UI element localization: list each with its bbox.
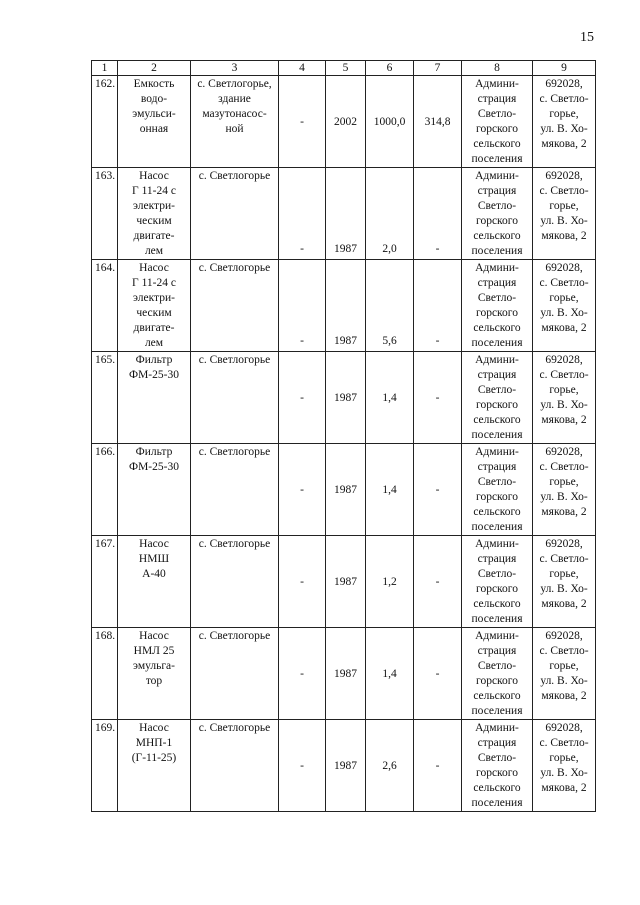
table-row xyxy=(92,720,596,812)
column-7-value: - xyxy=(414,444,462,536)
owner-address: 692028, с. Светло- горье, ул. В. Хо- мякова, 2 xyxy=(533,720,596,812)
object-name: Насос НМШ А-40 xyxy=(118,536,191,628)
row-number: 167. xyxy=(92,536,118,628)
owner-address: 692028, с. Светло- горье, ул. В. Хо- мякова, 2 xyxy=(533,628,596,720)
year-value: 1987 xyxy=(326,260,366,352)
row-number: 163. xyxy=(92,168,118,260)
row-number: 162. xyxy=(92,76,118,168)
year-value: 1987 xyxy=(326,536,366,628)
column-6-value: 1,4 xyxy=(366,628,414,720)
column-4-value: - xyxy=(279,720,326,812)
column-7-value: - xyxy=(414,628,462,720)
column-7-value: - xyxy=(414,352,462,444)
column-header: 5 xyxy=(326,61,366,76)
column-header: 8 xyxy=(462,61,533,76)
owner-name: Админи- страция Светло- горского сельского поселения xyxy=(462,168,533,260)
table-row xyxy=(92,168,596,260)
owner-address: 692028, с. Светло- горье, ул. В. Хо- мякова, 2 xyxy=(533,352,596,444)
column-4-value: - xyxy=(279,444,326,536)
owner-name: Админи- страция Светло- горского сельского поселения xyxy=(462,720,533,812)
object-location: с. Светлогорье xyxy=(191,628,279,720)
table-row xyxy=(92,352,596,444)
column-6-value: 2,6 xyxy=(366,720,414,812)
year-value: 1987 xyxy=(326,628,366,720)
object-name: Насос Г 11-24 с электри- ческим двигате- лем xyxy=(118,260,191,352)
column-4-value: - xyxy=(279,628,326,720)
column-4-value: - xyxy=(279,260,326,352)
owner-name: Админи- страция Светло- горского сельского поселения xyxy=(462,628,533,720)
object-name: Фильтр ФМ-25-30 xyxy=(118,444,191,536)
column-7-value: - xyxy=(414,536,462,628)
year-value: 1987 xyxy=(326,444,366,536)
column-4-value: - xyxy=(279,352,326,444)
object-name: Насос МНП-1 (Г-11-25) xyxy=(118,720,191,812)
column-header: 3 xyxy=(191,61,279,76)
object-name: Фильтр ФМ-25-30 xyxy=(118,352,191,444)
row-number: 168. xyxy=(92,628,118,720)
column-6-value: 1,2 xyxy=(366,536,414,628)
owner-name: Админи- страция Светло- горского сельского поселения xyxy=(462,536,533,628)
row-number: 166. xyxy=(92,444,118,536)
column-7-value: - xyxy=(414,168,462,260)
row-number: 165. xyxy=(92,352,118,444)
column-7-value: 314,8 xyxy=(414,76,462,168)
page-number: 15 xyxy=(580,30,594,45)
column-header: 2 xyxy=(118,61,191,76)
column-7-value: - xyxy=(414,260,462,352)
column-header: 6 xyxy=(366,61,414,76)
owner-address: 692028, с. Светло- горье, ул. В. Хо- мякова, 2 xyxy=(533,260,596,352)
object-name: Насос НМЛ 25 эмульга- тор xyxy=(118,628,191,720)
object-location: с. Светлогорье xyxy=(191,720,279,812)
owner-name: Админи- страция Светло- горского сельского поселения xyxy=(462,444,533,536)
property-table xyxy=(91,60,596,812)
owner-name: Админи- страция Светло- горского сельского поселения xyxy=(462,260,533,352)
object-location: с. Светлогорье xyxy=(191,536,279,628)
column-header: 7 xyxy=(414,61,462,76)
row-number: 169. xyxy=(92,720,118,812)
column-6-value: 1000,0 xyxy=(366,76,414,168)
object-location: с. Светлогорье, здание мазутонасос- ной xyxy=(191,76,279,168)
object-location: с. Светлогорье xyxy=(191,352,279,444)
column-6-value: 1,4 xyxy=(366,444,414,536)
column-header: 1 xyxy=(92,61,118,76)
column-4-value: - xyxy=(279,76,326,168)
year-value: 1987 xyxy=(326,352,366,444)
owner-name: Админи- страция Светло- горского сельского поселения xyxy=(462,76,533,168)
column-7-value: - xyxy=(414,720,462,812)
table-header-row xyxy=(92,61,596,76)
object-location: с. Светлогорье xyxy=(191,260,279,352)
column-header: 9 xyxy=(533,61,596,76)
table-row xyxy=(92,260,596,352)
year-value: 1987 xyxy=(326,168,366,260)
owner-name: Админи- страция Светло- горского сельского поселения xyxy=(462,352,533,444)
table-row xyxy=(92,536,596,628)
object-name: Емкость водо- эмульси- онная xyxy=(118,76,191,168)
year-value: 2002 xyxy=(326,76,366,168)
table-row xyxy=(92,628,596,720)
owner-address: 692028, с. Светло- горье, ул. В. Хо- мякова, 2 xyxy=(533,444,596,536)
column-6-value: 2,0 xyxy=(366,168,414,260)
table-row xyxy=(92,444,596,536)
owner-address: 692028, с. Светло- горье, ул. В. Хо- мякова, 2 xyxy=(533,536,596,628)
column-4-value: - xyxy=(279,168,326,260)
owner-address: 692028, с. Светло- горье, ул. В. Хо- мякова, 2 xyxy=(533,76,596,168)
object-location: с. Светлогорье xyxy=(191,168,279,260)
row-number: 164. xyxy=(92,260,118,352)
column-header: 4 xyxy=(279,61,326,76)
column-6-value: 5,6 xyxy=(366,260,414,352)
table-row xyxy=(92,76,596,168)
column-4-value: - xyxy=(279,536,326,628)
column-6-value: 1,4 xyxy=(366,352,414,444)
year-value: 1987 xyxy=(326,720,366,812)
object-location: с. Светлогорье xyxy=(191,444,279,536)
object-name: Насос Г 11-24 с электри- ческим двигате- лем xyxy=(118,168,191,260)
owner-address: 692028, с. Светло- горье, ул. В. Хо- мякова, 2 xyxy=(533,168,596,260)
